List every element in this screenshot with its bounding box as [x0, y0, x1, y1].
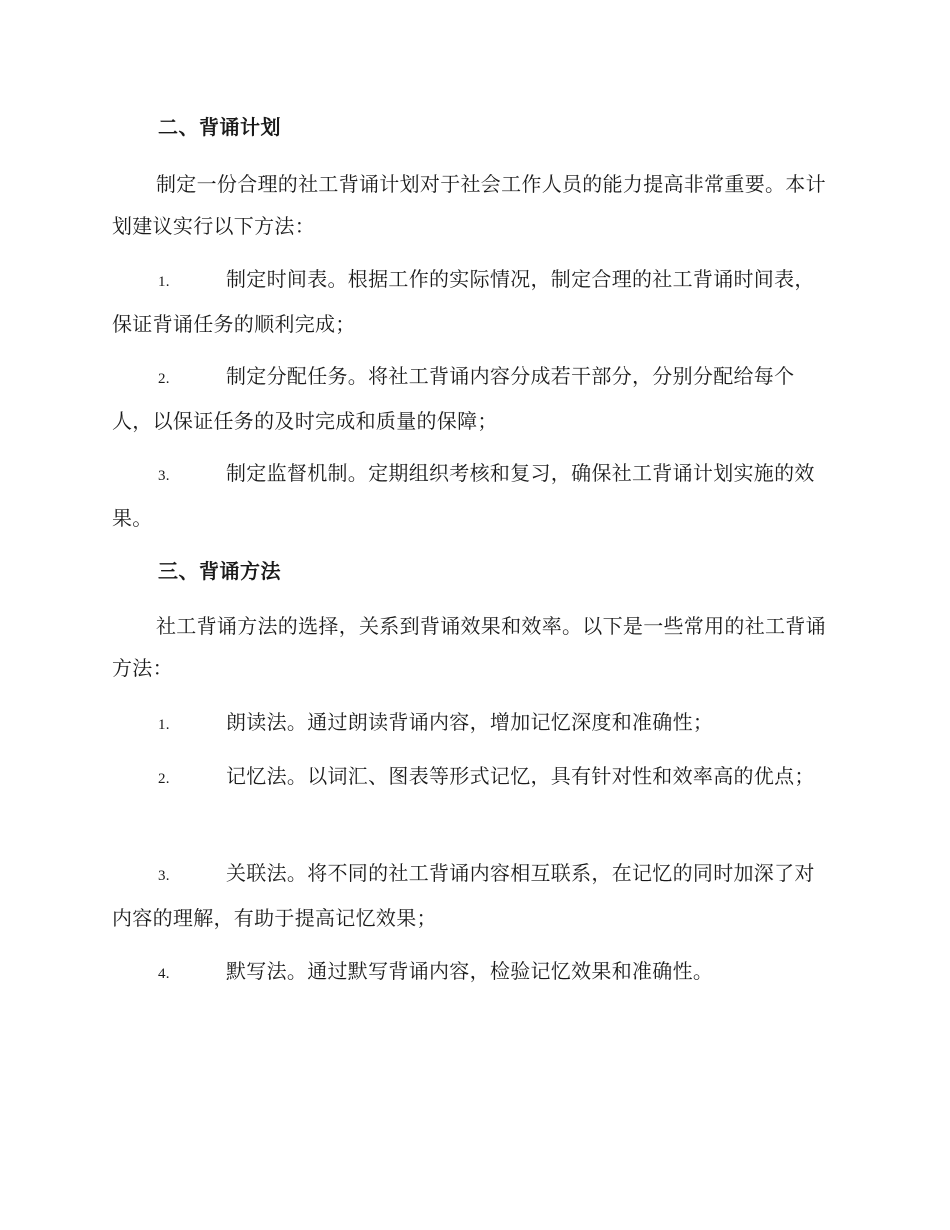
list-item: [112, 258, 834, 345]
list-number: 3.: [158, 868, 170, 884]
list-text: 朗读法。通过朗读背诵内容，增加记忆深度和准确性；: [226, 710, 714, 734]
list-number: 4.: [158, 966, 170, 982]
list-text: 默写法。通过默写背诵内容，检验记忆效果和准确性。: [226, 959, 714, 983]
paragraph-plan-intro: 制定一份合理的社工背诵计划对于社会工作人员的能力提高非常重要。本计划建议实行以下方法：: [112, 172, 826, 238]
list-number: 1.: [158, 274, 170, 290]
list-text: 制定监督机制。定期组织考核和复习，确保社工背诵计划实施的效果。: [112, 461, 815, 530]
list-number: 2.: [158, 371, 170, 387]
list-item: [112, 950, 834, 995]
list-number: 1.: [158, 717, 170, 733]
list-text: 记忆法。以词汇、图表等形式记忆，具有针对性和效率高的优点；: [226, 764, 815, 788]
list-item: [112, 452, 834, 539]
list-number: 2.: [158, 771, 170, 787]
section-heading-plan: 二、背诵计划: [158, 115, 281, 139]
list-text: 制定分配任务。将社工背诵内容分成若干部分，分别分配给每个人，以保证任务的及时完成和质量的保障；: [112, 364, 795, 433]
section-heading-method: 三、背诵方法: [158, 559, 281, 583]
list-item: [112, 755, 834, 800]
list-text: 制定时间表。根据工作的实际情况，制定合理的社工背诵时间表，保证背诵任务的顺利完成；: [112, 267, 815, 336]
list-item: [112, 701, 834, 746]
list-item: [112, 852, 834, 939]
list-text: 关联法。将不同的社工背诵内容相互联系，在记忆的同时加深了对内容的理解，有助于提高记忆效果；: [112, 861, 815, 930]
paragraph-method-intro: 社工背诵方法的选择，关系到背诵效果和效率。以下是一些常用的社工背诵方法：: [112, 614, 826, 680]
list-number: 3.: [158, 468, 170, 484]
list-item: [112, 355, 834, 442]
